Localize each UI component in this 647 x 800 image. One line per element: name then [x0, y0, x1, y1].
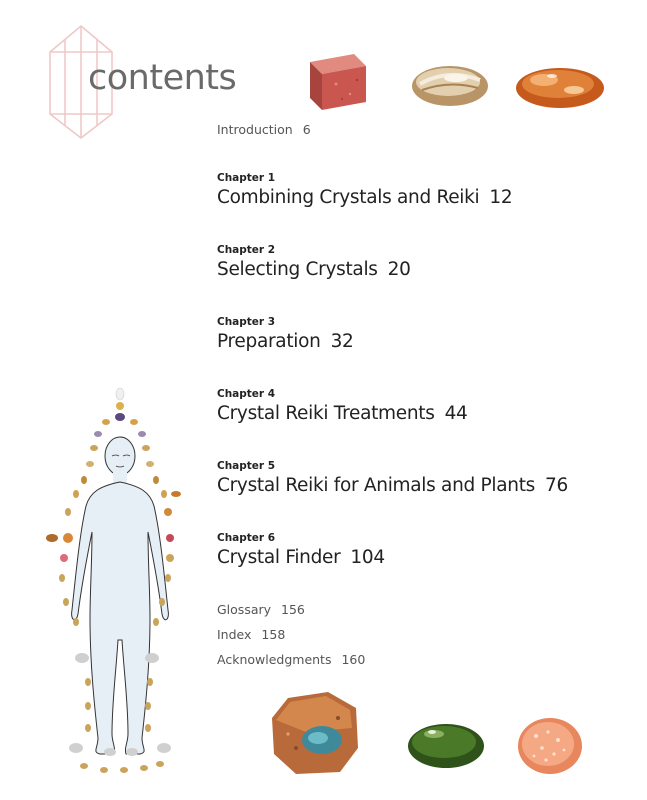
toc-page-number: 156: [281, 602, 305, 617]
toc-page-number: 76: [545, 475, 568, 496]
toc-entry-label: Acknowledgments: [217, 652, 332, 667]
chapter-label: Chapter 5: [217, 460, 276, 472]
toc-page-number: 6: [302, 122, 311, 137]
toc-entry-label: Index: [217, 627, 252, 642]
chapter-label: Chapter 2: [217, 244, 276, 256]
toc-page-number: 104: [350, 547, 385, 568]
toc-entry-acknowledgments[interactable]: [217, 652, 365, 667]
chapter-title: Selecting Crystals: [217, 259, 378, 280]
toc-page-number: 32: [330, 331, 354, 352]
chapter-title: Crystal Reiki Treatments: [217, 403, 435, 424]
toc-entry-chapter-5[interactable]: [217, 475, 568, 496]
toc-entry-label: Introduction: [217, 122, 293, 137]
crystal-body-layout-illustration: [40, 382, 190, 777]
turquoise-matrix-stone-image: [266, 688, 362, 778]
red-jasper-cube-image: [302, 44, 372, 114]
toc-entry-label: Glossary: [217, 602, 272, 617]
toc-page-number: 12: [489, 187, 513, 208]
page-title: contents: [88, 58, 237, 98]
toc-page-number: 44: [444, 403, 468, 424]
toc-entry-chapter-4[interactable]: [217, 403, 468, 424]
toc-entry-introduction[interactable]: [217, 122, 311, 137]
toc-page-number: 160: [341, 652, 366, 667]
chapter-label: Chapter 4: [217, 388, 276, 400]
toc-entry-chapter-1[interactable]: [217, 187, 512, 208]
toc-page-number: 20: [387, 259, 411, 280]
chapter-label: Chapter 6: [217, 532, 276, 544]
toc-entry-chapter-6[interactable]: [217, 547, 385, 568]
chapter-title: Crystal Reiki for Animals and Plants: [217, 475, 535, 496]
toc-entry-chapter-3[interactable]: [217, 331, 354, 352]
carnelian-stone-image: [512, 60, 608, 112]
mother-of-pearl-stone-image: [408, 58, 492, 110]
toc-entry-glossary[interactable]: [217, 602, 305, 617]
toc-page-number: 158: [261, 627, 286, 642]
chapter-title: Preparation: [217, 331, 321, 352]
jade-stone-image: [404, 716, 488, 772]
toc-entry-index[interactable]: [217, 627, 285, 642]
peach-moonstone-image: [514, 714, 586, 778]
chapter-label: Chapter 3: [217, 316, 276, 328]
toc-entry-chapter-2[interactable]: [217, 259, 411, 280]
chapter-title: Combining Crystals and Reiki: [217, 187, 480, 208]
chapter-label: Chapter 1: [217, 172, 276, 184]
chapter-title: Crystal Finder: [217, 547, 341, 568]
